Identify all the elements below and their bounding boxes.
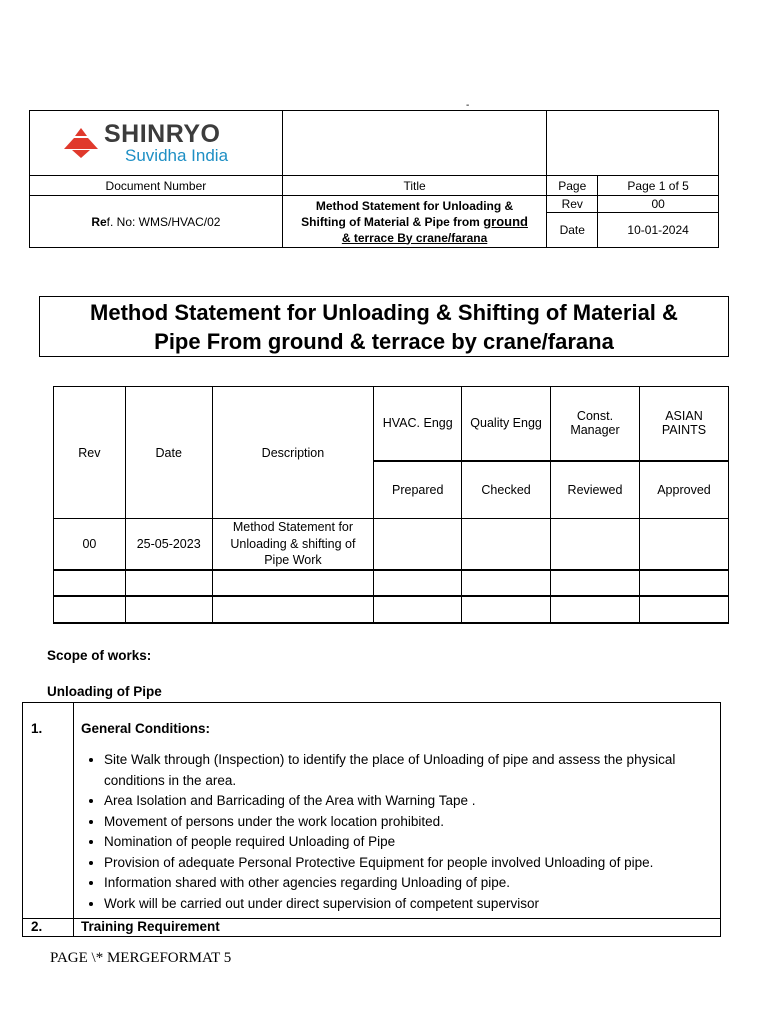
empty-cell: [374, 570, 462, 596]
list-item: • Work will be carried out under direct supervision of competent supervisor: [104, 894, 720, 915]
title-label: Title: [282, 176, 546, 196]
empty-cell: [125, 596, 212, 623]
empty-cell: [639, 596, 728, 623]
logo-text-suvidha: Suvidha India: [125, 146, 229, 165]
empty-cell: [125, 570, 212, 596]
main-title-line2: Pipe From ground & terrace by crane/farana: [154, 328, 614, 354]
doc-title-cell: [282, 196, 546, 248]
empty-cell: [462, 596, 551, 623]
general-conditions-list: [74, 750, 720, 914]
row-date: 25-05-2023: [125, 519, 212, 570]
section-number: 1.: [23, 703, 74, 919]
unloading-heading: Unloading of Pipe: [47, 684, 162, 699]
shinryo-logo-icon: [64, 128, 98, 158]
main-title-line1: Method Statement for Unloading & Shifting of Material &: [90, 299, 678, 325]
page-value: Page 1 of 5: [598, 176, 719, 196]
empty-cell: [374, 596, 462, 623]
empty-cell: [462, 570, 551, 596]
list-item: • Nomination of people required Unloading of Pipe: [104, 832, 720, 853]
hvac-header: HVAC. Engg: [374, 387, 462, 461]
scope-table: [22, 702, 721, 937]
ref-prefix: Re: [91, 214, 107, 229]
list-item: • Information shared with other agencies regarding Unloading of pipe.: [104, 873, 720, 894]
quality-header: Quality Engg: [462, 387, 551, 461]
list-item: • Movement of persons under the work location prohibited.: [104, 812, 720, 833]
logo-cell: [30, 111, 283, 176]
doc-title-line3: & terrace By crane/farana: [341, 230, 488, 245]
doc-title-line2-underlined: ground: [483, 213, 528, 229]
date-header: Date: [125, 387, 212, 519]
row-description: Method Statement for Unloading & shifting of Pipe Work: [212, 519, 374, 570]
prepared-header: Prepared: [374, 461, 462, 519]
page-label: Page: [547, 176, 598, 196]
const-header: Const. Manager: [551, 387, 640, 461]
empty-cell: [639, 519, 728, 570]
list-item: • Provision of adequate Personal Protective Equipment for people involved Unloading of pipe.: [104, 853, 720, 874]
rev-label: Rev: [547, 196, 598, 213]
general-conditions-cell: [74, 703, 721, 919]
description-header: Description: [212, 387, 374, 519]
list-item: • Site Walk through (Inspection) to identify the place of Unloading of pipe and assess the physical conditions in the area.: [104, 750, 720, 791]
empty-cell: [639, 570, 728, 596]
date-value: 10-01-2024: [598, 213, 719, 248]
empty-cell: [212, 570, 374, 596]
empty-cell: [54, 570, 126, 596]
approved-header: Approved: [639, 461, 728, 519]
empty-cell: [374, 519, 462, 570]
ref-number: f. No: WMS/HVAC/02: [106, 214, 221, 229]
row-rev: 00: [54, 519, 126, 570]
date-label: Date: [547, 213, 598, 248]
empty-cell: [282, 111, 546, 176]
page-footer: PAGE \* MERGEFORMAT 5: [50, 950, 232, 966]
empty-cell: [462, 519, 551, 570]
empty-cell: [212, 596, 374, 623]
rev-value: 00: [598, 196, 719, 213]
doc-title-line1: Method Statement for Unloading &: [315, 198, 514, 213]
company-logo: [64, 121, 282, 165]
empty-cell: [547, 111, 719, 176]
logo-text-shinryo: SHINRYO: [104, 120, 221, 148]
stray-dash: -: [466, 100, 470, 111]
reviewed-header: Reviewed: [551, 461, 640, 519]
main-title: [39, 296, 729, 357]
empty-cell: [54, 596, 126, 623]
empty-cell: [551, 570, 640, 596]
asian-header: ASIAN PAINTS: [639, 387, 728, 461]
rev-header: Rev: [54, 387, 126, 519]
checked-header: Checked: [462, 461, 551, 519]
doc-number-label: Document Number: [30, 176, 283, 196]
empty-cell: [551, 519, 640, 570]
general-conditions-title: General Conditions:: [81, 721, 211, 736]
revision-table: [53, 386, 729, 624]
empty-cell: [551, 596, 640, 623]
section-number: 2.: [23, 919, 74, 937]
training-requirement-title: Training Requirement: [74, 919, 721, 937]
scope-heading: Scope of works:: [47, 648, 152, 663]
ref-number-cell: [30, 196, 283, 248]
doc-title-line2: Shifting of Material & Pipe from: [301, 214, 484, 229]
list-item: • Area Isolation and Barricading of the Area with Warning Tape .: [104, 791, 720, 812]
document-header-table: [29, 110, 719, 248]
